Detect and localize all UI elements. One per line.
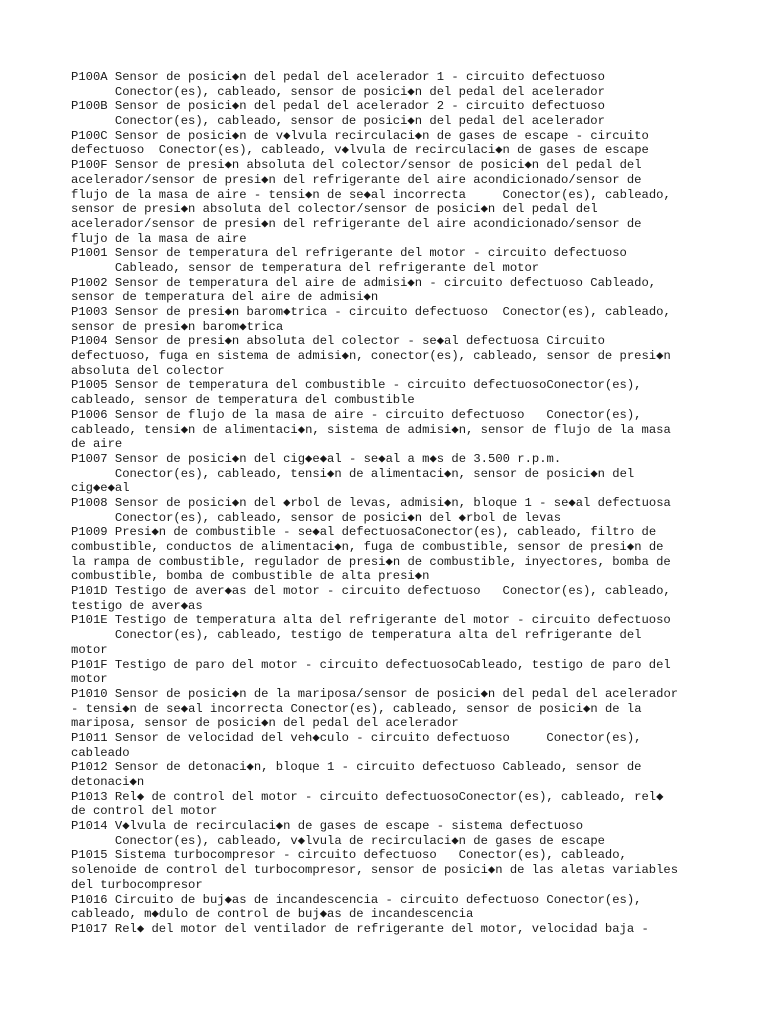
text-line: Conector(es), cableado, v◆lvula de recirculaci◆n de gases de escape [71,833,605,848]
text-line: P1005 Sensor de temperatura del combustible - circuito defectuosoConector(es), [71,378,642,393]
text-line: motor [71,672,108,687]
text-line: flujo de la masa de aire - tensi◆n de se◆al incorrecta Conector(es), cableado, [71,187,671,202]
text-line: cig◆e◆al [71,481,130,496]
text-line: motor [71,642,108,657]
text-line: Conector(es), cableado, tensi◆n de alimentaci◆n, sensor de posici◆n del [71,466,635,481]
text-line: sensor de presi◆n barom◆trica [71,319,284,334]
document-page [71,70,711,937]
text-line: P101F Testigo de paro del motor - circuito defectuosoCableado, testigo de paro del [71,657,671,672]
text-line: P1015 Sistema turbocompresor - circuito defectuoso Conector(es), cableado, [71,848,627,863]
text-line: P100C Sensor de posici◆n de v◆lvula recirculaci◆n de gases de escape - circuito [71,128,649,143]
text-line: flujo de la masa de aire [71,231,247,246]
text-line: sensor de temperatura del aire de admisi◆n [71,290,379,305]
text-line: P1006 Sensor de flujo de la masa de aire - circuito defectuoso Conector(es), [71,407,642,422]
text-line: Conector(es), cableado, sensor de posici◆n del pedal del acelerador [71,114,605,129]
text-line: del turbocompresor [71,877,203,892]
text-line: defectuoso, fuga en sistema de admisi◆n, conector(es), cableado, sensor de presi◆n [71,349,671,364]
text-line: cableado, tensi◆n de alimentaci◆n, sistema de admisi◆n, sensor de flujo de la masa [71,422,671,437]
text-line: solenoide de control del turbocompresor, sensor de posici◆n de las aletas variables [71,863,679,878]
text-line: acelerador/sensor de presi◆n del refrigerante del aire acondicionado/sensor de [71,172,642,187]
text-line: detonaci◆n [71,775,145,789]
text-line: P100A Sensor de posici◆n del pedal del acelerador 1 - circuito defectuoso [71,70,605,84]
text-line: defectuoso Conector(es), cableado, v◆lvula de recirculaci◆n de gases de escape [71,143,649,158]
text-line: la rampa de combustible, regulador de presi◆n de combustible, inyectores, bomba de [71,554,671,569]
text-line: de aire [71,437,123,452]
text-line: P100B Sensor de posici◆n del pedal del acelerador 2 - circuito defectuoso [71,99,605,114]
text-line: de control del motor [71,804,218,819]
text-line: P1001 Sensor de temperatura del refrigerante del motor - circuito defectuoso [71,246,627,261]
text-line: P1012 Sensor de detonaci◆n, bloque 1 - circuito defectuoso Cableado, sensor de [71,760,642,775]
text-line: combustible, conductos de alimentaci◆n, fuga de combustible, sensor de presi◆n de [71,540,664,554]
text-line: P1002 Sensor de temperatura del aire de admisi◆n - circuito defectuoso Cableado, [71,275,657,290]
text-line: P1013 Rel◆ de control del motor - circuito defectuosoConector(es), cableado, rel◆ [71,789,664,804]
text-line: P1003 Sensor de presi◆n barom◆trica - circuito defectuoso Conector(es), cableado, [71,305,671,319]
text-line: P1017 Rel◆ del motor del ventilador de refrigerante del motor, velocidad baja - [71,921,649,936]
text-line: Cableado, sensor de temperatura del refrigerante del motor [71,260,540,275]
text-line: P101D Testigo de aver◆as del motor - circuito defectuoso Conector(es), cableado, [71,584,671,599]
text-line: Conector(es), cableado, sensor de posici◆n del ◆rbol de levas [71,510,562,525]
text-line: P1010 Sensor de posici◆n de la mariposa/sensor de posici◆n del pedal del acelerador [71,686,679,701]
text-line: P1007 Sensor de posici◆n del cig◆e◆al - se◆al a m◆s de 3.500 r.p.m. [71,451,562,466]
text-line: cableado, m◆dulo de control de buj◆as de incandescencia [71,907,474,922]
text-line: cableado [71,745,130,760]
text-line: sensor de presi◆n absoluta del colector/sensor de posici◆n del pedal del [71,202,598,217]
text-line: P1011 Sensor de velocidad del veh◆culo - circuito defectuoso Conector(es), [71,730,642,745]
text-line: P100F Sensor de presi◆n absoluta del colector/sensor de posici◆n del pedal del [71,158,642,173]
text-line: - tensi◆n de se◆al incorrecta Conector(es), cableado, sensor de posici◆n de la [71,701,642,716]
text-line: cableado, sensor de temperatura del combustible [71,393,415,408]
text-line: acelerador/sensor de presi◆n del refrigerante del aire acondicionado/sensor de [71,216,642,231]
text-line: P1014 V◆lvula de recirculaci◆n de gases de escape - sistema defectuoso [71,819,584,834]
text-line: combustible, bomba de combustible de alta presi◆n [71,569,430,584]
text-line: P1008 Sensor de posici◆n del ◆rbol de levas, admisi◆n, bloque 1 - se◆al defectuosa [71,495,671,510]
text-line: Conector(es), cableado, sensor de posici◆n del pedal del acelerador [71,84,605,99]
text-line: P1004 Sensor de presi◆n absoluta del colector - se◆al defectuosa Circuito [71,334,605,349]
text-line: Conector(es), cableado, testigo de temperatura alta del refrigerante del [71,628,642,643]
text-line: mariposa, sensor de posici◆n del pedal del acelerador [71,716,459,731]
text-line: P101E Testigo de temperatura alta del refrigerante del motor - circuito defectuoso [71,613,671,628]
text-line: testigo de aver◆as [71,598,203,613]
text-line: P1016 Circuito de buj◆as de incandescencia - circuito defectuoso Conector(es), [71,892,642,907]
text-line: P1009 Presi◆n de combustible - se◆al defectuosaConector(es), cableado, filtro de [71,525,657,540]
text-line: absoluta del colector [71,363,225,378]
